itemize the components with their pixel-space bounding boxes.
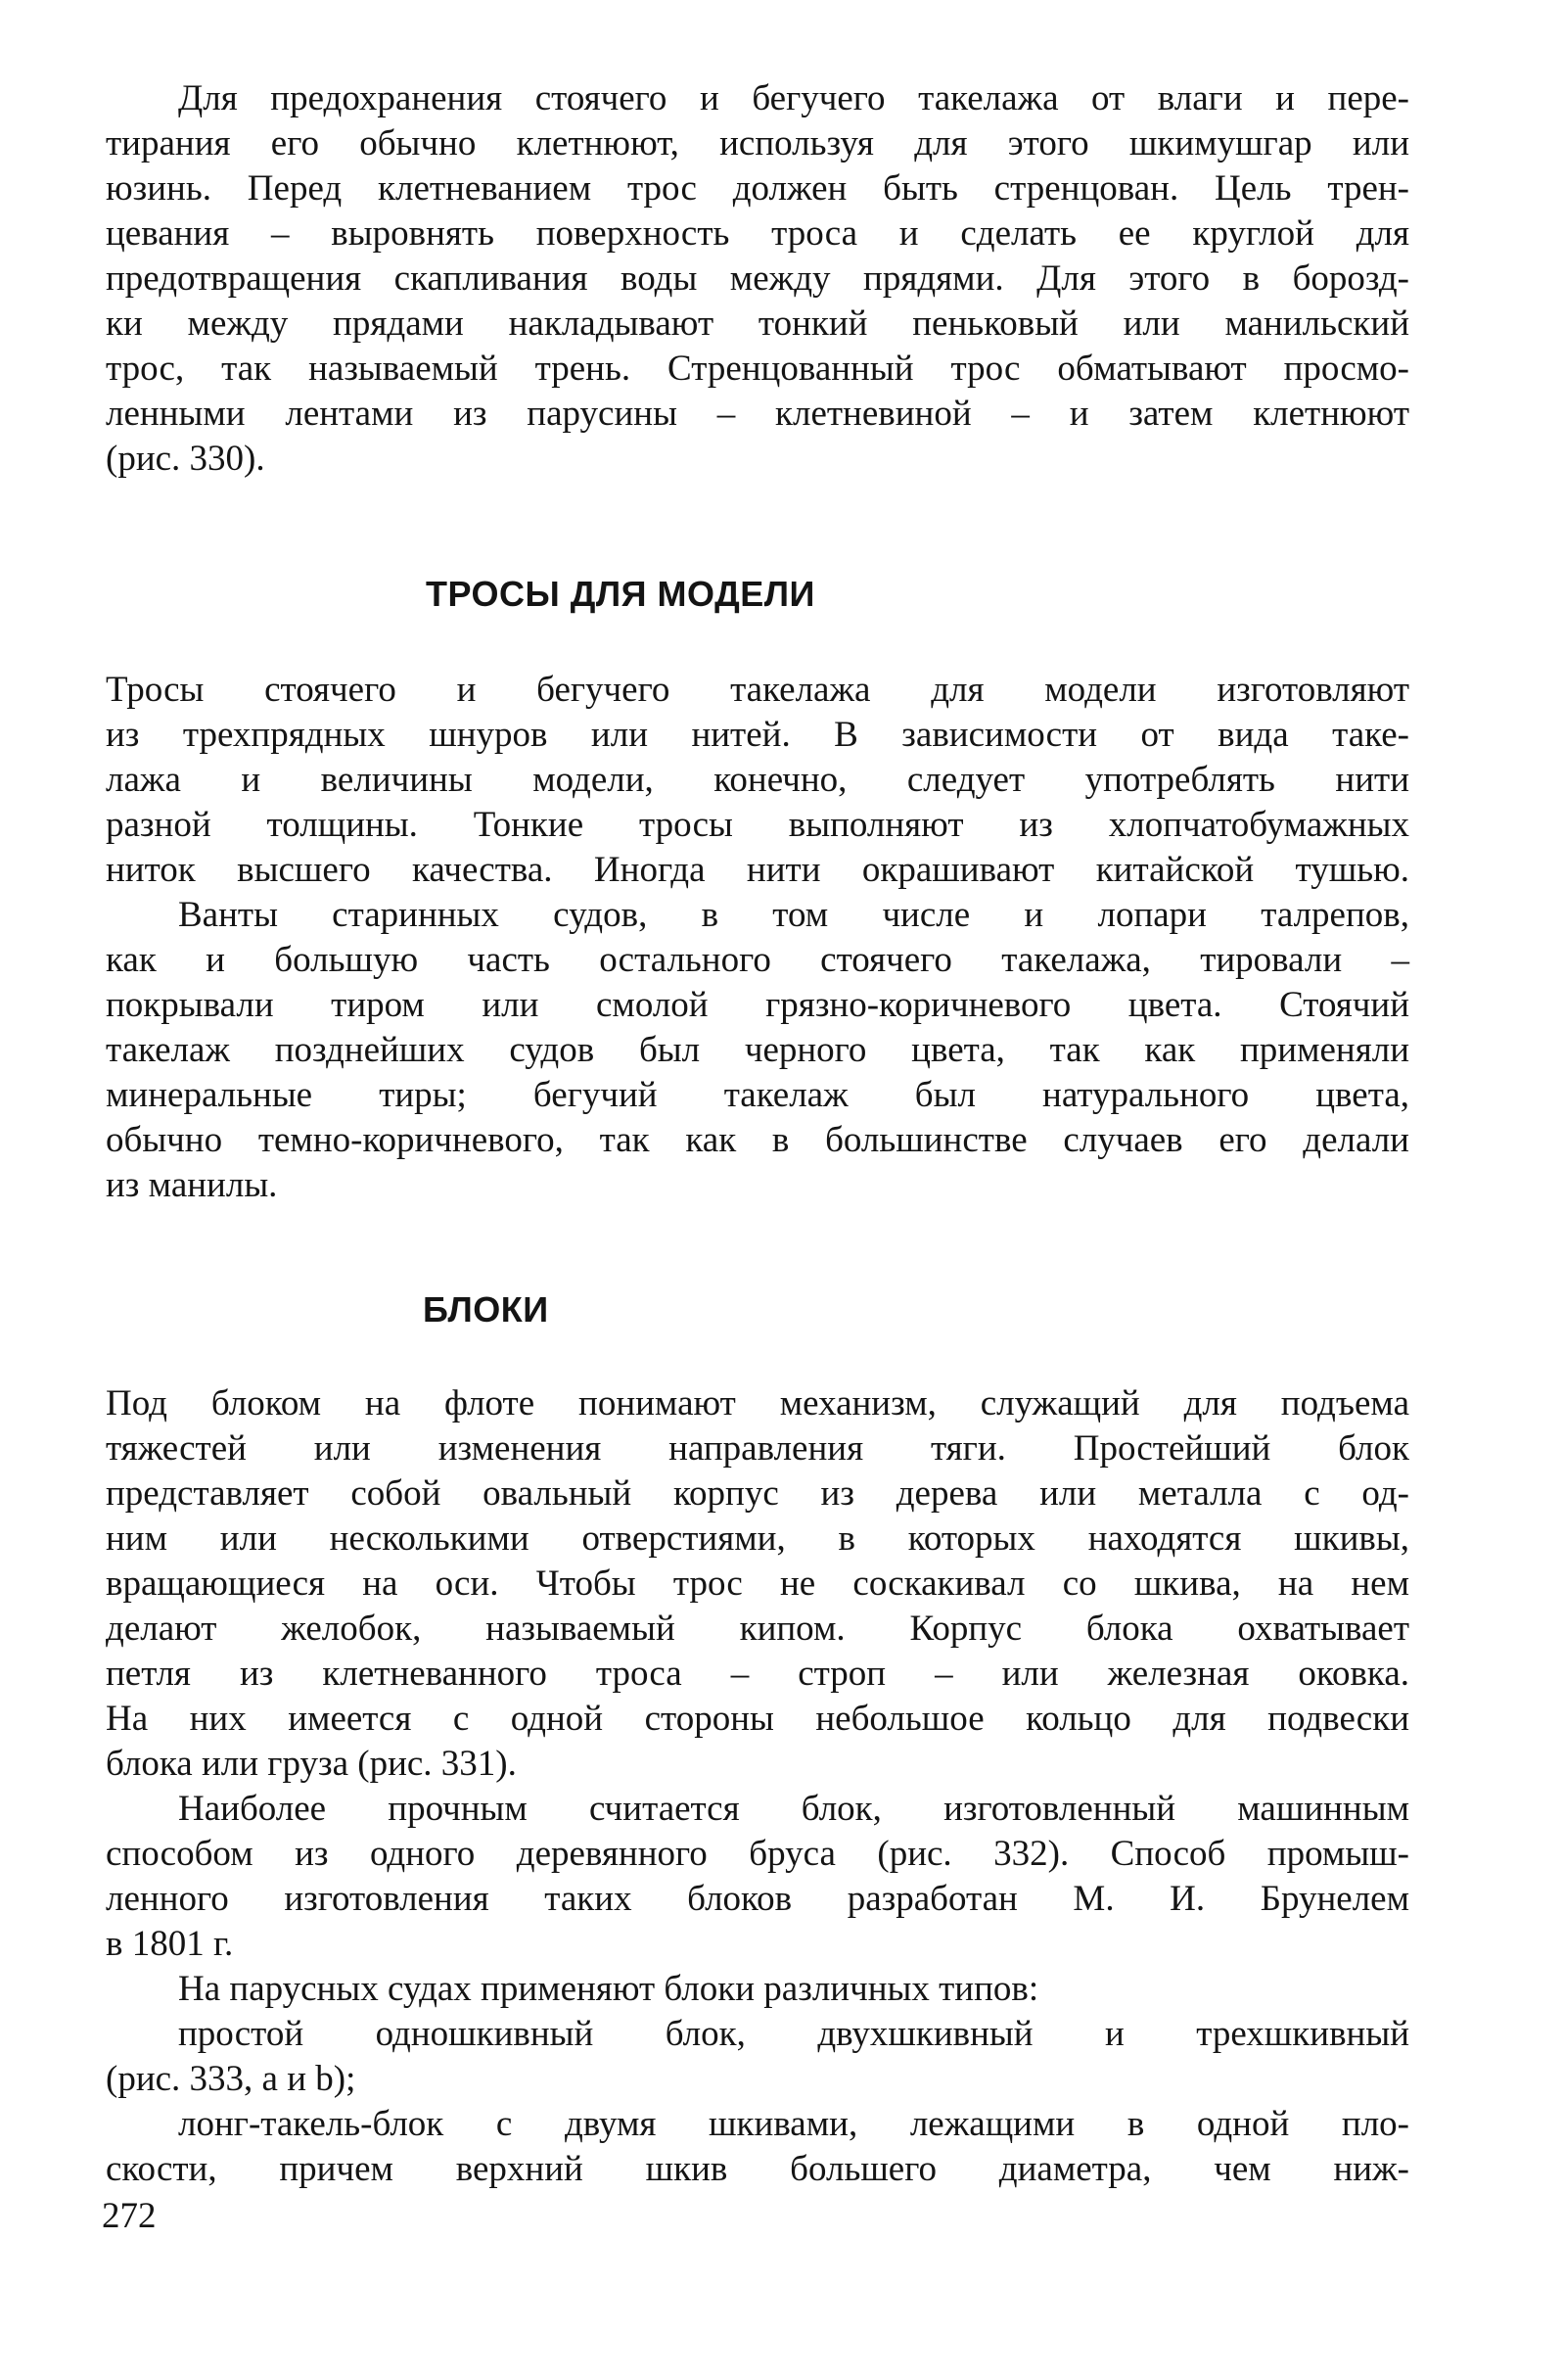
text-line: ленными лентами из парусины – клетневиной – и затем клетнюют (106, 394, 1409, 434)
text-line: (рис. 330). (106, 439, 265, 479)
text-line: На парусных судах применяют блоки различных типов: (178, 1969, 1039, 2009)
text-line: простой одношкивный блок, двухшкивный и трехшкивный (178, 2014, 1409, 2054)
text-line: из трехпрядных шнуров или нитей. В зависимости от вида таке- (106, 715, 1409, 755)
text-line: ленного изготовления таких блоков разработан М. И. Брунелем (106, 1879, 1409, 1919)
blocks-paragraph-3 (106, 1967, 1409, 2012)
intro-paragraph (106, 76, 1409, 482)
text-line: лонг-такель-блок с двумя шкивами, лежащими в одной пло- (178, 2104, 1409, 2144)
text-line: покрывали тиром или смолой грязно-коричневого цвета. Стоячий (106, 985, 1409, 1025)
section-heading-blocks: БЛОКИ (423, 1289, 549, 1330)
text-line: Для предохранения стоячего и бегучего такелажа от влаги и пере- (178, 78, 1409, 118)
text-line: тирания его обычно клетнюют, используя для этого шкимушгар или (106, 123, 1409, 163)
text-line: скости, причем верхний шкив большего диаметра, чем ниж- (106, 2149, 1409, 2189)
text-line: блока или груза (рис. 331). (106, 1744, 517, 1784)
text-line: разной толщины. Тонкие тросы выполняют из хлопчатобумажных (106, 805, 1409, 845)
text-line: Ванты старинных судов, в том числе и лопари талрепов, (178, 895, 1409, 935)
text-line: как и большую часть остального стоячего такелажа, тировали – (106, 940, 1409, 980)
text-line: Тросы стоячего и бегучего такелажа для модели изготовляют (106, 670, 1409, 710)
text-line: в 1801 г. (106, 1924, 234, 1964)
text-line: ки между прядами накладывают тонкий пеньковый или манильский (106, 303, 1409, 344)
text-line: лажа и величины модели, конечно, следует употреблять нити (106, 760, 1409, 800)
text-line: трос, так называемый трень. Стренцованный трос обматывают просмо- (106, 349, 1409, 389)
blocks-paragraph-4 (106, 2012, 1409, 2102)
text-line: цевания – выровнять поверхность троса и сделать ее круглой для (106, 213, 1409, 254)
text-line: Под блоком на флоте понимают механизм, служащий для подъема (106, 1383, 1409, 1423)
text-line: ниток высшего качества. Иногда нити окрашивают китайской тушью. (106, 850, 1409, 890)
text-line: юзинь. Перед клетневанием трос должен быть стренцован. Цель трен- (106, 168, 1409, 209)
ropes-paragraph-2 (106, 893, 1409, 1208)
text-line: делают желобок, называемый кипом. Корпус блока охватывает (106, 1609, 1409, 1649)
text-line: петля из клетневанного троса – строп – или железная оковка. (106, 1654, 1409, 1694)
text-line: представляет собой овальный корпус из дерева или металла с од- (106, 1473, 1409, 1514)
blocks-paragraph-5 (106, 2102, 1409, 2192)
text-line: такелаж позднейших судов был черного цвета, так как применяли (106, 1030, 1409, 1070)
blocks-paragraph-1 (106, 1381, 1409, 1787)
page-number: 272 (102, 2196, 157, 2236)
text-line: предотвращения скапливания воды между прядями. Для этого в борозд- (106, 258, 1409, 299)
blocks-paragraph-2 (106, 1787, 1409, 1967)
text-line: вращающиеся на оси. Чтобы трос не соскакивал со шкива, на нем (106, 1563, 1409, 1604)
section-heading-ropes: ТРОСЫ ДЛЯ МОДЕЛИ (426, 574, 815, 614)
text-line: (рис. 333, а и b); (106, 2059, 356, 2099)
text-line: из манилы. (106, 1165, 278, 1205)
text-line: обычно темно-коричневого, так как в большинстве случаев его делали (106, 1120, 1409, 1160)
ropes-paragraph-1 (106, 668, 1409, 893)
text-line: способом из одного деревянного бруса (рис. 332). Способ промыш- (106, 1834, 1409, 1874)
text-line: Наиболее прочным считается блок, изготовленный машинным (178, 1789, 1409, 1829)
text-line: На них имеется с одной стороны небольшое кольцо для подвески (106, 1699, 1409, 1739)
text-line: ним или несколькими отверстиями, в которых находятся шкивы, (106, 1518, 1409, 1559)
text-line: минеральные тиры; бегучий такелаж был натурального цвета, (106, 1075, 1409, 1115)
text-line: тяжестей или изменения направления тяги. Простейший блок (106, 1428, 1409, 1469)
